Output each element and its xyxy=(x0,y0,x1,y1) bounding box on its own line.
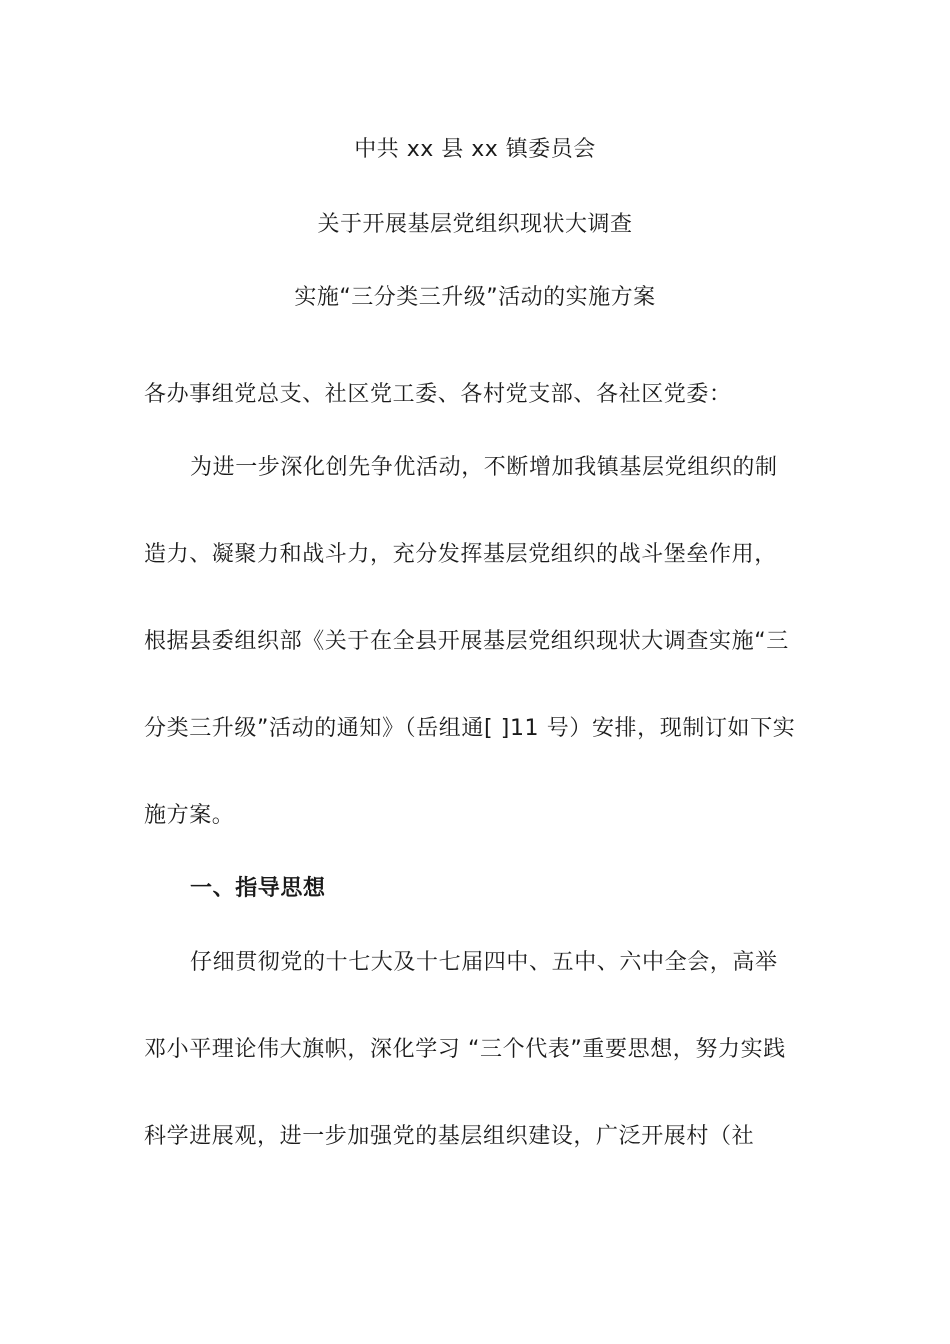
section-heading-guiding-ideology: 一、指导思想 xyxy=(190,876,326,901)
paragraph-1-line-3: 根据县委组织部《关于在全县开展基层党组织现状大调查实施“三 xyxy=(144,629,789,654)
paragraph-1-line-1: 为进一步深化创先争优活动，不断增加我镇基层党组织的制 xyxy=(190,455,778,480)
paragraph-2-line-2: 邓小平理论伟大旗帜，深化学习 “三个代表”重要思想，努力实践 xyxy=(144,1037,786,1062)
paragraph-1-line-2: 造力、凝聚力和战斗力，充分发挥基层党组织的战斗堡垒作用， xyxy=(144,542,777,567)
title-line-3: 实施“三分类三升级”活动的实施方案 xyxy=(294,285,656,310)
paragraph-1-line-4: 分类三升级”活动的通知》（岳组通[ ]11 号）安排，现制订如下实 xyxy=(144,716,796,741)
paragraph-2-line-3: 科学进展观，进一步加强党的基层组织建设，广泛开展村（社 xyxy=(144,1124,755,1149)
paragraph-2-line-1: 仔细贯彻党的十七大及十七届四中、五中、六中全会，高举 xyxy=(190,950,778,975)
paragraph-1-line-5: 施方案。 xyxy=(144,803,235,828)
salutation: 各办事组党总支、社区党工委、各村党支部、各社区党委： xyxy=(144,382,732,407)
title-line-2: 关于开展基层党组织现状大调查 xyxy=(317,212,633,237)
title-line-1: 中共 xx 县 xx 镇委员会 xyxy=(354,137,596,162)
